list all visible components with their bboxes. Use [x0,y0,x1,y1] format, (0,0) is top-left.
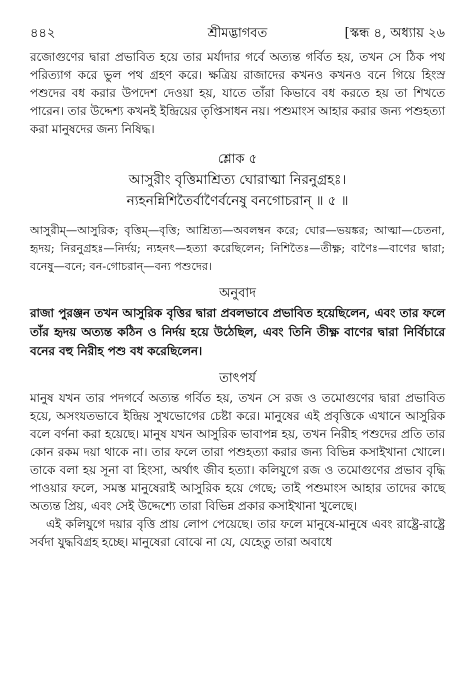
translation-text: রাজা পুরঞ্জন তখন আসুরিক বৃত্তির দ্বারা প্রবলভাবে প্রভাবিত হয়েছিলেন, এবং তার ফলে তাঁর হৃদয় অত্যন্ত কঠিন ও নির্দয় হয়ে উঠেছিল, এবং তিনি তীক্ষ্ণ বাণের দ্বারা নির্বিচারে বনের বহু নিরীহ পশু বধ করেছিলেন। [30,306,445,358]
verse-line-1: আসুরীং বৃত্তিমাশ্রিত্য ঘোরাত্মা নিরনুগ্রহঃ। [128,172,347,188]
translation-title: অনুবাদ [219,286,256,301]
page-number: ৪৪২ [30,26,56,41]
book-title: শ্রীমদ্ভাগবত [207,26,268,41]
verse-line-2: ন্যহনন্নিশিতৈর্বাণৈর্বনেষু বনগোচরান্‌ ॥ ৫ ॥ [126,193,349,209]
purport-paragraph-1: মানুষ যখন তার পদগর্বে অত্যন্ত গর্বিত হয়, তখন সে রজ ও তমোগুণের দ্বারা প্রভাবিত হয়ে, অসংযতভাবে ইন্দ্রিয় সুখভোগের চেষ্টা করে। মানুষের এই প্রবৃত্তিকে এখানে আসুরিক বলে বর্ণনা করা হয়েছে। মানুষ যখন আসুরিক ভাবাপন্ন হয়, তখন নিরীহ পশুদের প্রতি তার কোন রকম দয়া থাকে না। তার ফলে তারা পশুহত্যা করার জন্য বিভিন্ন কসাইখানা খোলে। তাকে বলা হয় সূনা বা হিংসা, অর্থাৎ জীব হত্যা। কলিযুগে রজ ও তমোগুণের প্রভাব বৃদ্ধি পাওয়ার ফলে, সমস্ত মানুষেরাই আসুরিক হয়ে গেছে; তাই পশুমাংস আহার তাদের কাছে অত্যন্ত প্রিয়, এবং সেই উদ্দেশ্যে তারা বিভিন্ন প্রকার কসাইখানা খুলেছে। [30,391,445,513]
page-header [30,24,445,48]
verse-title: শ্লোক ৫ [217,152,258,167]
purport-paragraph-2: এই কলিযুগে দয়ার বৃত্তি প্রায় লোপ পেয়েছে। তার ফলে মানুষে-মানুষে এবং রাষ্ট্রে-রাষ্ট্রে সর্বদা যুদ্ধবিগ্রহ হচ্ছে। মানুষেরা বোঝে না যে, যেহেতু তারা অবাধে [30,517,445,549]
chapter-location: [স্কন্ধ ৪, অধ্যায় ২৬ [344,26,445,41]
intro-paragraph: রজোগুণের দ্বারা প্রভাবিত হয়ে তার মর্যাদার গর্বে অত্যন্ত গর্বিত হয়, তখন সে ঠিক পথ পরিত্যাগ করে ভুল পথ গ্রহণ করে। ক্ষত্রিয় রাজাদের কখনও কখনও বনে গিয়ে হিংস্র পশুদের বধ করার উপদেশ দেওয়া হয়, যাতে তাঁরা কিভাবে বধ করতে হয় তা শিখতে পারেন। তার উদ্দেশ্য কখনই ইন্দ্রিয়ের তৃপ্তিসাধন নয়। পশুমাংস আহার করার জন্য পশুহত্যা করা মানুষদের জন্য নিষিদ্ধ। [30,50,445,136]
synonyms-paragraph: আসুরীম্—আসুরিক; বৃত্তিম্—বৃত্তি; আশ্রিত্য—অবলম্বন করে; ঘোর—ভয়ঙ্কর; আত্মা—চেতনা, হৃদয়; নিরনুগ্রহঃ—নির্দয়; ন্যহনৎ—হত্যা করেছিলেন; নিশিতৈঃ—তীক্ষ্ণ; বাণৈঃ—বাণের দ্বারা; বনেষু—বনে; বন-গোচরান্—বন্য পশুদের। [30,224,445,273]
purport-title: তাৎপর্য [219,371,256,386]
